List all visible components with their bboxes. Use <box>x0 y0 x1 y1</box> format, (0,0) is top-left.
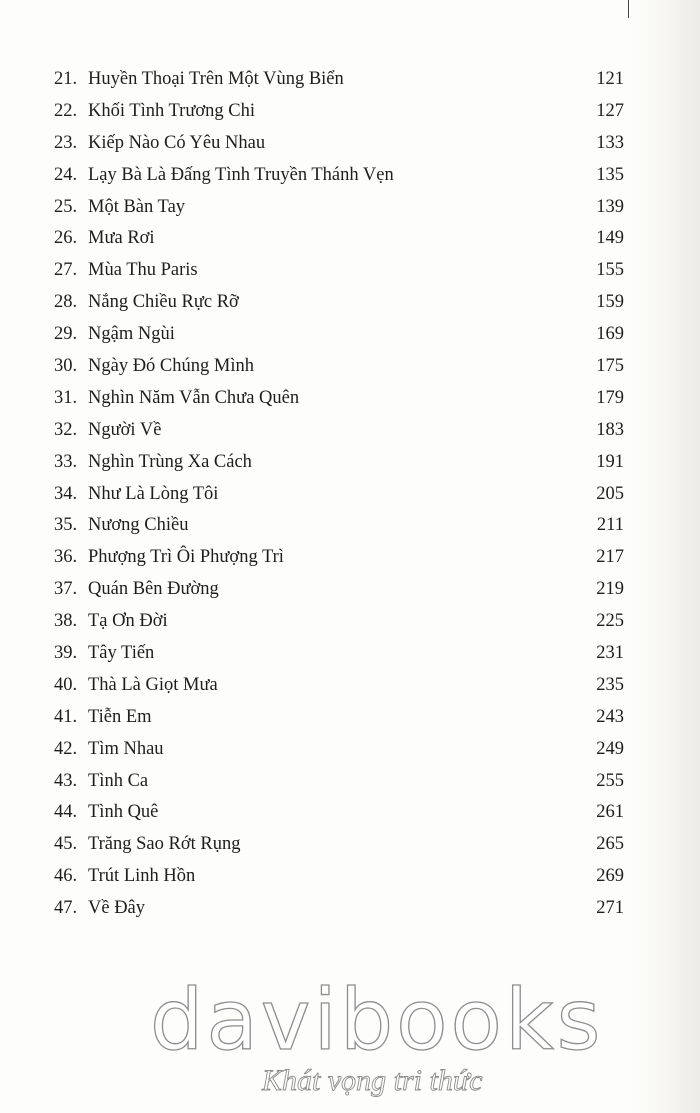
toc-entry <box>54 383 624 415</box>
toc-entry-number: 26. <box>54 228 78 249</box>
toc-entry-page: 191 <box>596 451 624 472</box>
toc-entry-number: 29. <box>54 324 78 345</box>
toc-entry-title: Tìm Nhau <box>88 738 164 759</box>
toc-entry-page: 271 <box>596 898 624 919</box>
toc-entry-title: Người Về <box>88 419 162 440</box>
toc-entry-title: Về Đây <box>88 898 146 919</box>
toc-entry-number: 44. <box>54 802 78 823</box>
toc-entry-title: Như Là Lòng Tôi <box>88 483 219 504</box>
toc-entry <box>54 638 624 670</box>
toc-entry-page: 121 <box>596 69 624 89</box>
toc-entry-title: Nắng Chiều Rực Rỡ <box>88 292 239 313</box>
toc-entry-number: 40. <box>54 674 78 695</box>
toc-entry-page: 139 <box>596 196 624 217</box>
toc-entry <box>54 829 624 861</box>
top-edge-mark <box>628 0 629 18</box>
watermark-slogan: Khát vọng tri thức <box>262 1064 483 1097</box>
toc-entry-title: Tình Ca <box>88 770 149 791</box>
toc-entry-number: 43. <box>54 770 78 791</box>
toc-entry-title: Ngậm Ngùi <box>88 324 175 345</box>
toc-entry-title: Trăng Sao Rớt Rụng <box>88 834 241 855</box>
toc-entry-number: 46. <box>54 866 78 887</box>
toc-entry-page: 211 <box>596 515 624 536</box>
toc-entry-page: 133 <box>596 132 624 153</box>
toc-entry-number: 30. <box>54 356 78 377</box>
toc-entry-number: 25. <box>54 196 78 217</box>
toc-entry-page: 175 <box>596 356 624 377</box>
toc-entry-page: 269 <box>596 866 624 887</box>
toc-entry-title: Phượng Trì Ôi Phượng Trì <box>88 547 284 568</box>
toc-entry-number: 45. <box>54 834 78 855</box>
toc-entry <box>54 861 624 893</box>
toc-entry-title: Nghìn Năm Vẫn Chưa Quên <box>88 387 300 408</box>
toc-entry-title: Nương Chiều <box>88 515 189 536</box>
toc-entry-title: Khối Tình Trương Chi <box>88 100 255 121</box>
toc-entry <box>54 606 624 638</box>
toc-entry-title: Lạy Bà Là Đấng Tình Truyền Thánh Vẹn <box>88 164 394 185</box>
toc-entry <box>54 670 624 702</box>
table-of-contents <box>54 64 624 925</box>
toc-entry-page: 219 <box>596 579 624 600</box>
toc-entry-title: Mưa Rơi <box>88 228 155 249</box>
toc-entry <box>54 255 624 287</box>
toc-entry-number: 22. <box>54 100 78 121</box>
toc-entry-number: 42. <box>54 738 78 759</box>
toc-entry-title: Quán Bên Đường <box>88 579 219 600</box>
toc-entry-number: 39. <box>54 643 78 664</box>
toc-entry-title: Trút Linh Hồn <box>88 866 196 887</box>
toc-entry-number: 24. <box>54 164 78 185</box>
toc-entry-page: 249 <box>596 738 624 759</box>
toc-entry-number: 47. <box>54 898 78 919</box>
toc-entry-title: Tây Tiến <box>88 643 155 664</box>
toc-entry-page: 159 <box>596 292 624 313</box>
toc-entry <box>54 160 624 192</box>
toc-entry-page: 149 <box>596 228 624 249</box>
toc-entry <box>54 479 624 511</box>
toc-entry-title: Mùa Thu Paris <box>88 260 198 281</box>
toc-entry <box>54 702 624 734</box>
toc-entry <box>54 734 624 766</box>
toc-entry <box>54 510 624 542</box>
toc-entry-number: 28. <box>54 292 78 313</box>
toc-entry <box>54 893 624 925</box>
toc-entry-page: 135 <box>596 164 624 185</box>
toc-entry <box>54 64 624 96</box>
toc-entry-number: 35. <box>54 515 78 536</box>
toc-entry-number: 23. <box>54 132 78 153</box>
toc-entry <box>54 319 624 351</box>
toc-entry-page: 127 <box>596 100 624 121</box>
toc-entry-title: Tình Quê <box>88 802 159 823</box>
toc-entry <box>54 223 624 255</box>
toc-entry-page: 225 <box>596 611 624 632</box>
toc-entry-page: 155 <box>596 260 624 281</box>
toc-entry <box>54 128 624 160</box>
toc-entry-page: 205 <box>596 483 624 504</box>
toc-entry <box>54 447 624 479</box>
toc-entry-number: 21. <box>54 69 78 89</box>
toc-entry-title: Kiếp Nào Có Yêu Nhau <box>88 132 266 153</box>
toc-entry-number: 37. <box>54 579 78 600</box>
toc-entry-number: 32. <box>54 419 78 440</box>
toc-entry-title: Ngày Đó Chúng Mình <box>88 356 254 377</box>
toc-entry-page: 265 <box>596 834 624 855</box>
toc-entry <box>54 766 624 798</box>
toc-entry-page: 169 <box>596 324 624 345</box>
toc-entry <box>54 351 624 383</box>
toc-entry-number: 38. <box>54 611 78 632</box>
toc-entry-number: 33. <box>54 451 78 472</box>
toc-entry-page: 235 <box>596 674 624 695</box>
toc-entry-number: 27. <box>54 260 78 281</box>
toc-entry-page: 183 <box>596 419 624 440</box>
toc-entry <box>54 542 624 574</box>
toc-entry-title: Thà Là Giọt Mưa <box>88 674 218 695</box>
toc-entry-number: 34. <box>54 483 78 504</box>
toc-entry-page: 261 <box>596 802 624 823</box>
toc-entry-number: 31. <box>54 387 78 408</box>
toc-entry <box>54 96 624 128</box>
toc-entry-page: 231 <box>596 643 624 664</box>
toc-entry-page: 243 <box>596 706 624 727</box>
toc-entry-page: 179 <box>596 387 624 408</box>
toc-entry <box>54 797 624 829</box>
watermark-logo: davibooks <box>150 971 604 1069</box>
toc-entry-title: Tạ Ơn Đời <box>88 611 168 632</box>
toc-entry-title: Tiễn Em <box>88 706 152 727</box>
toc-entry-title: Một Bàn Tay <box>88 196 186 217</box>
toc-entry-page: 255 <box>596 770 624 791</box>
toc-entry <box>54 287 624 319</box>
toc-entry <box>54 415 624 447</box>
page-edge-shadow <box>630 0 700 1113</box>
toc-entry-page: 217 <box>596 547 624 568</box>
toc-entry <box>54 574 624 606</box>
toc-entry-number: 36. <box>54 547 78 568</box>
toc-entry-number: 41. <box>54 706 78 727</box>
toc-entry-title: Nghìn Trùng Xa Cách <box>88 451 252 472</box>
toc-entry <box>54 192 624 224</box>
toc-entry-title: Huyền Thoại Trên Một Vùng Biển <box>88 69 344 89</box>
